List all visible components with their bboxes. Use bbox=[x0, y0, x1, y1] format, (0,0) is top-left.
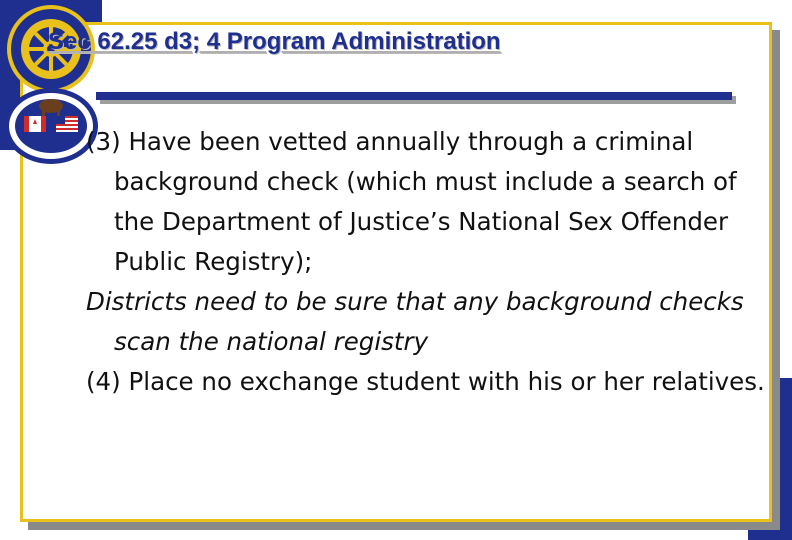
paragraph-districts-note: Districts need to be sure that any background checks scan the national registry bbox=[86, 287, 744, 356]
slide-title: Sec 62.25 d3; 4 Program Administration bbox=[48, 28, 501, 55]
slide-body bbox=[86, 122, 776, 402]
paragraph-vetting: (3) Have been vetted annually through a criminal background check (which must include a search of the Department of Justice’s National Sex Offender Public Registry); bbox=[86, 127, 737, 276]
paragraph-placement: (4) Place no exchange student with his or her relatives. bbox=[86, 367, 765, 396]
title-rule bbox=[96, 92, 732, 100]
